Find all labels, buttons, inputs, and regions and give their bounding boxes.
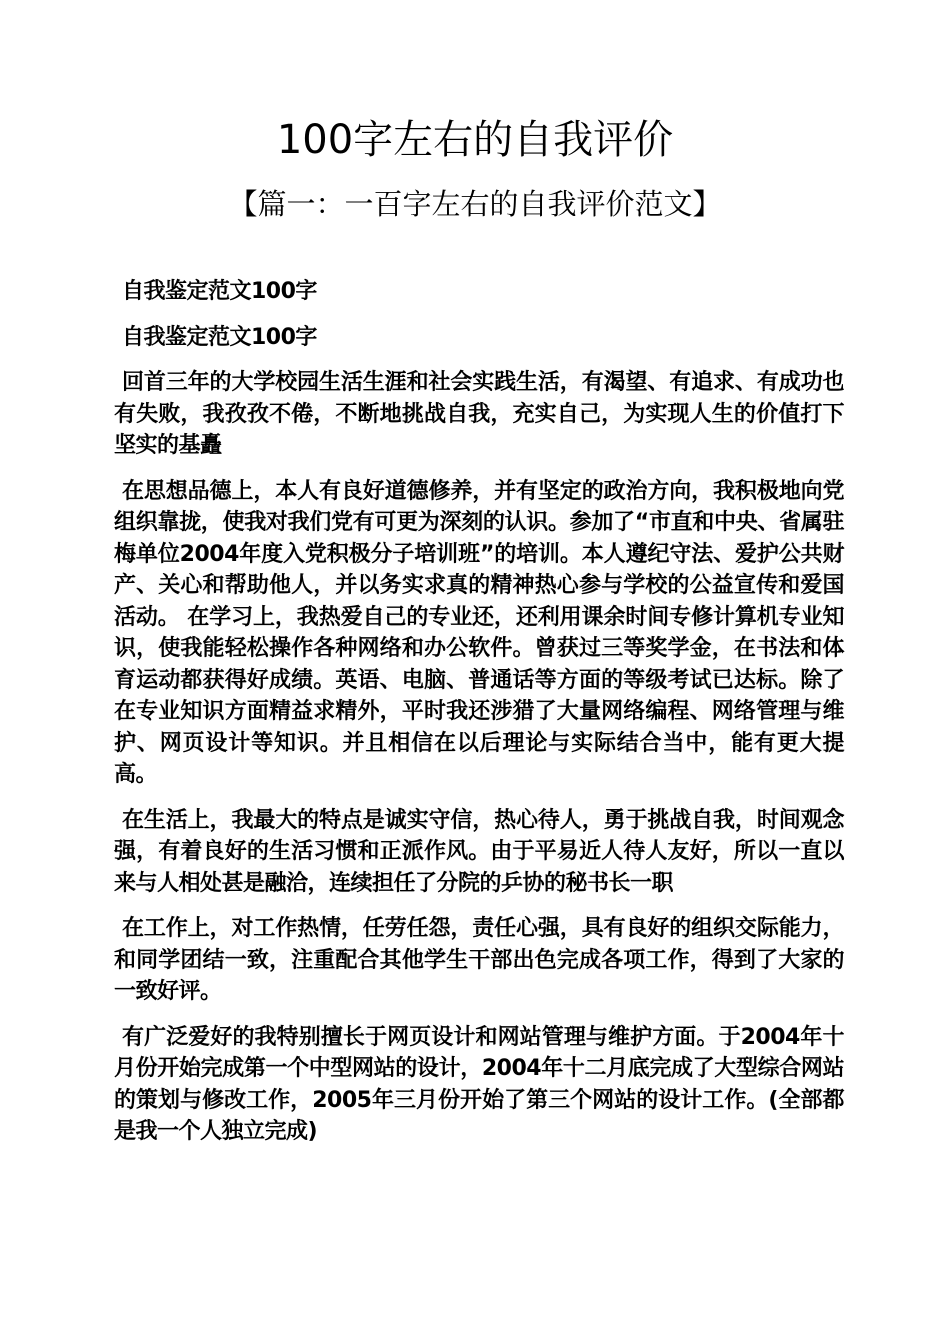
paragraph-hobbies: 有广泛爱好的我特别擅长于网页设计和网站管理与维护方面。于2004年十月份开始完成第一个中型网站的设计，2004年十二月底完成了大型综合网站的策划与修改工作，2005年三月份开始了第三个网站的设计工作。(全部都是我一个人独立完成) bbox=[114, 1024, 844, 1144]
paragraph-intro: 回首三年的大学校园生活生涯和社会实践生活，有渴望、有追求、有成功也有失败，我孜孜不倦，不断地挑战自我，充实自己，为实现人生的价值打下坚实的基矗 bbox=[114, 370, 844, 458]
document-title: 100字左右的自我评价 bbox=[276, 117, 674, 163]
paragraph-heading-1: 自我鉴定范文100字 bbox=[122, 279, 317, 304]
paragraph-life: 在生活上，我最大的特点是诚实守信，热心待人，勇于挑战自我，时间观念强，有着良好的生活习惯和正派作风。由于平易近人待人友好，所以一直以来与人相处甚是融洽，连续担任了分院的乒协的秘书长一职 bbox=[114, 807, 844, 896]
document-body bbox=[114, 276, 844, 1162]
paragraph-work: 在工作上，对工作热情，任劳任怨，责任心强，具有良好的组织交际能力，和同学团结一致，注重配合其他学生干部出色完成各项工作，得到了大家的一致好评。 bbox=[114, 916, 844, 1004]
paragraph-ideology-study: 在思想品德上，本人有良好道德修养，并有坚定的政治方向，我积极地向党组织靠拢，使我对我们党有可更为深刻的认识。参加了“市直和中央、省属驻梅单位2004年度入党积极分子培训班”的培训。本人遵纪守法、爱护公共财产、关心和帮助他人，并以务实求真的精神热心参与学校的公益宣传和爱国活动。 在学习上，我热爱自己的专业还，还利用课余时间专修计算机专业知识，使我能轻松操作各种网络和办公软件。曾获过三等奖学金，在书法和体育运动都获得好成绩。英语、电脑、普通话等方面的等级考试已达标。除了在专业知识方面精益求精外，平时我还涉猎了大量网络编程、网络管理与维护、网页设计等知识。并且相信在以后理论与实际结合当中，能有更大提高。 bbox=[114, 478, 844, 787]
document-subtitle: 【篇一：一百字左右的自我评价范文】 bbox=[228, 187, 722, 221]
paragraph-heading-2: 自我鉴定范文100字 bbox=[122, 324, 317, 350]
